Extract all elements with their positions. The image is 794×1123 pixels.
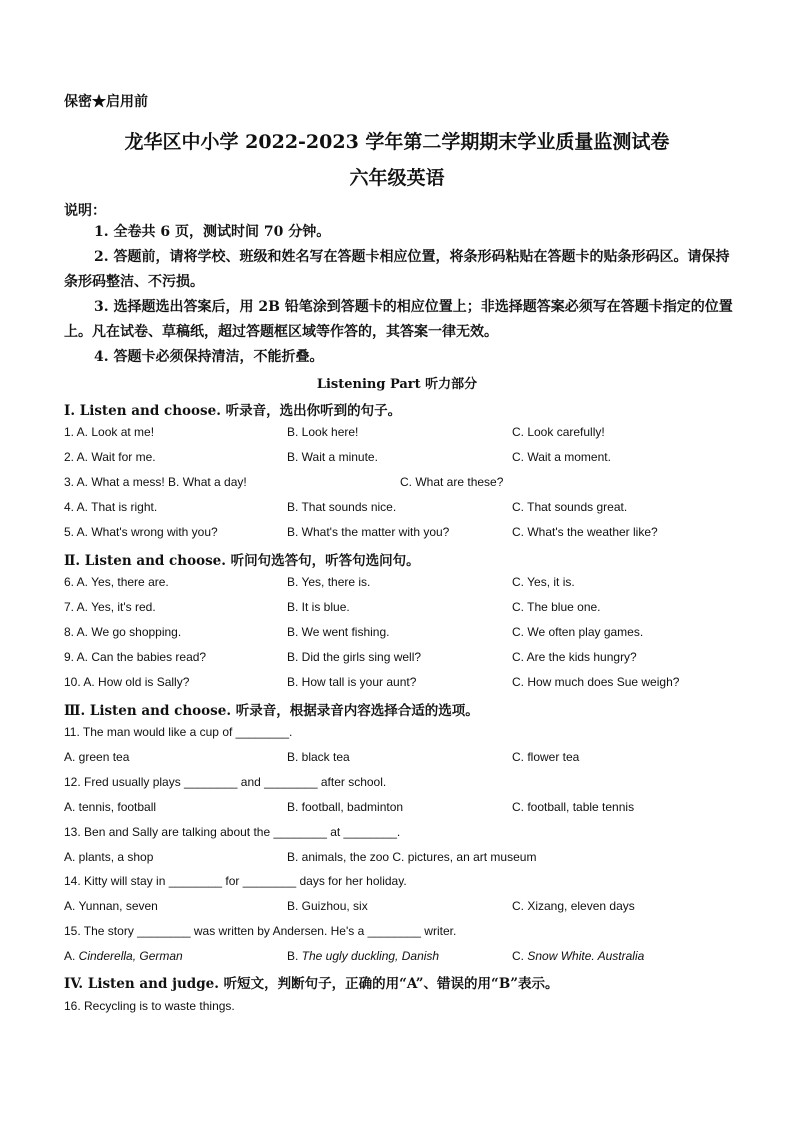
option: B. Wait a minute. (287, 450, 378, 464)
option: 10. A. How old is Sally? (64, 675, 190, 689)
option: C. We often play games. (512, 625, 644, 639)
instructions-heading: 说明： (64, 203, 106, 219)
option: B. What's the matter with you? (287, 525, 450, 539)
option: A. plants, a shop (64, 850, 154, 864)
question-stem: 12. Fred usually plays ________ and ________ after school. (64, 775, 387, 789)
option: B. Guizhou, six (287, 899, 368, 913)
option: C. football, table tennis (512, 800, 635, 814)
option (287, 949, 439, 963)
option: A. Yunnan, seven (64, 899, 158, 913)
question-row (64, 425, 744, 445)
question-stem: 15. The story ________ was written by Andersen. He's a ________ writer. (64, 924, 457, 938)
question-row (64, 625, 744, 645)
question-row (64, 500, 744, 520)
option: 6. A. Yes, there are. (64, 575, 169, 589)
option: 5. A. What's wrong with you? (64, 525, 218, 539)
question-row (64, 675, 744, 695)
part-title: Listening Part 听力部分 (316, 377, 478, 392)
instruction-item: 4. 答题卡必须保持清洁，不能折叠。 (94, 349, 324, 365)
option: 1. A. Look at me! (64, 425, 155, 439)
question-row (64, 450, 744, 470)
option: C. Are the kids hungry? (512, 650, 637, 664)
section-heading: IV. Listen and judge. 听短文，判断句子，正确的用“A”、错误的用“B”表示。 (64, 976, 559, 992)
section-heading: I. Listen and choose. 听录音，选出你听到的句子。 (64, 403, 402, 419)
option-letter: B. (287, 949, 302, 963)
option: C. Yes, it is. (512, 575, 575, 589)
option: B. black tea (287, 750, 350, 764)
exam-title: 龙华区中小学 2022-2023 学年第二学期期末学业质量监测试卷 (124, 131, 670, 153)
instruction-item: 2. 答题前，请将学校、班级和姓名写在答题卡相应位置，将条形码粘贴在答题卡的贴条形码区。请保持条形码整洁、不污损。 (64, 249, 730, 290)
question-stem: 16. Recycling is to waste things. (64, 999, 235, 1013)
option: 2. A. Wait for me. (64, 450, 156, 464)
exam-subtitle: 六年级英语 (349, 167, 445, 189)
option-letter: C. (512, 949, 528, 963)
option: C. How much does Sue weigh? (512, 675, 680, 689)
question-row (64, 650, 744, 670)
instruction-item: 3. 选择题选出答案后，用 2B 铅笔涂到答题卡的相应位置上；非选择题答案必须写在答题卡指定的位置上。凡在试卷、草稿纸，超过答题框区域等作答的，其答案一律无效。 (64, 299, 733, 340)
option: C. That sounds great. (512, 500, 628, 514)
section-heading: Ⅱ. Listen and choose. 听问句选答句，听答句选问句。 (64, 553, 420, 569)
option: 7. A. Yes, it's red. (64, 600, 156, 614)
question-row (64, 475, 744, 495)
option: 8. A. We go shopping. (64, 625, 182, 639)
question-row (64, 600, 744, 620)
option-text: Cinderella, German (78, 949, 183, 963)
option: C. Look carefully! (512, 425, 605, 439)
option-text: The ugly duckling, Danish (301, 949, 440, 963)
question-row (64, 850, 744, 870)
option: C. What are these? (400, 475, 504, 489)
option: B. Yes, there is. (287, 575, 371, 589)
option-letter: A. (64, 949, 79, 963)
option-text: Snow White. Australia (527, 949, 645, 963)
confidential-label: 保密★启用前 (64, 94, 148, 110)
option: B. Did the girls sing well? (287, 650, 422, 664)
question-stem: 14. Kitty will stay in ________ for ________ days for her holiday. (64, 874, 407, 888)
question-row (64, 949, 744, 969)
option: B. animals, the zoo C. pictures, an art museum (287, 850, 537, 864)
option: B. football, badminton (287, 800, 404, 814)
question-row (64, 899, 744, 919)
option (512, 949, 644, 963)
question-row (64, 575, 744, 595)
option: C. Wait a moment. (512, 450, 611, 464)
question-row (64, 525, 744, 545)
question-row (64, 750, 744, 770)
option: B. How tall is your aunt? (287, 675, 417, 689)
option: C. Xizang, eleven days (512, 899, 635, 913)
question-stem: 13. Ben and Sally are talking about the ________ at ________. (64, 825, 401, 839)
option: B. We went fishing. (287, 625, 390, 639)
option: B. Look here! (287, 425, 359, 439)
option (64, 949, 183, 963)
question-row (64, 800, 744, 820)
option: B. It is blue. (287, 600, 350, 614)
instruction-item: 1. 全卷共 6 页，测试时间 70 分钟。 (94, 224, 331, 240)
option: B. That sounds nice. (287, 500, 397, 514)
option: C. The blue one. (512, 600, 601, 614)
option: 3. A. What a mess! B. What a day! (64, 475, 247, 489)
option: C. What's the weather like? (512, 525, 658, 539)
option: 4. A. That is right. (64, 500, 158, 514)
option: C. flower tea (512, 750, 580, 764)
question-stem: 11. The man would like a cup of ________. (64, 725, 293, 739)
section-heading: Ⅲ. Listen and choose. 听录音，根据录音内容选择合适的选项。 (64, 703, 479, 719)
option: A. tennis, football (64, 800, 157, 814)
option: 9. A. Can the babies read? (64, 650, 207, 664)
option: A. green tea (64, 750, 130, 764)
